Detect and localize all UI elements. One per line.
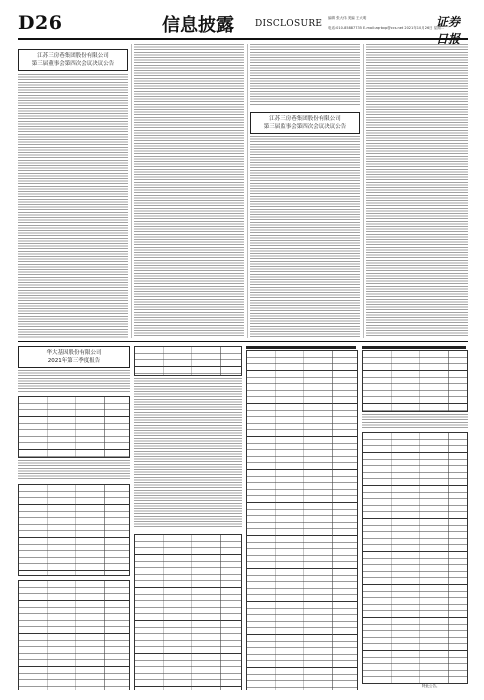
notice-title: 第三届监事会第四次会议决议公告 (263, 124, 347, 130)
financial-table (18, 396, 130, 458)
report-company: 华大基因股份有限公司 (46, 350, 102, 356)
notice-body-text (366, 44, 468, 338)
financial-table (18, 580, 130, 690)
notice-body-text (134, 44, 244, 338)
report-title-box (18, 346, 130, 368)
financial-table (18, 484, 130, 576)
section-divider (18, 341, 468, 342)
report-title: 2021年第三季度报告 (47, 358, 101, 364)
notice-company: 江苏三房巷集团股份有限公司 (37, 53, 109, 59)
footer-note: 特此公告。 (422, 684, 440, 688)
text-column-2 (134, 44, 244, 338)
notice-title: 第三届董事会第四次会议决议公告 (31, 61, 115, 67)
table-header-bar (362, 346, 466, 349)
table-header-bar (246, 346, 356, 349)
report-text (362, 414, 468, 428)
financial-table (134, 534, 242, 690)
contact-meta: 电话:010-85887735 E-mail:zqrbxp@ccs.net 2021年10月26日 星期二 (328, 26, 445, 30)
header-rule (18, 38, 468, 40)
editor-meta: 编辑 张大伟 美编 王大明 (328, 16, 367, 20)
notice-body-text (250, 136, 360, 338)
report-column-4 (362, 344, 468, 690)
income-table (362, 350, 468, 412)
report-intro-text (18, 370, 130, 392)
text-column-4 (366, 44, 468, 338)
text-column-3 (250, 44, 360, 338)
column-divider (247, 44, 248, 338)
notice-title-box (18, 49, 128, 71)
report-column-3 (246, 344, 358, 690)
column-divider (131, 44, 132, 338)
report-text (134, 378, 242, 528)
section-title-en: DISCLOSURE (255, 19, 323, 29)
text-column-1 (18, 44, 128, 338)
report-text (18, 460, 130, 480)
page-number: D26 (18, 12, 63, 34)
report-column-1 (18, 344, 130, 690)
notice-body-text (250, 44, 360, 106)
notice-company: 江苏三房巷集团股份有限公司 (269, 116, 341, 122)
cashflow-table (362, 432, 468, 684)
notice-title-box (250, 112, 360, 134)
balance-sheet-table (246, 350, 358, 690)
column-divider (363, 44, 364, 338)
financial-table (134, 346, 242, 376)
report-column-2 (134, 344, 242, 690)
section-title-cn: 信息披露 (162, 15, 234, 36)
newspaper-logo: 证券 (436, 15, 461, 29)
notice-body-text (18, 74, 128, 338)
